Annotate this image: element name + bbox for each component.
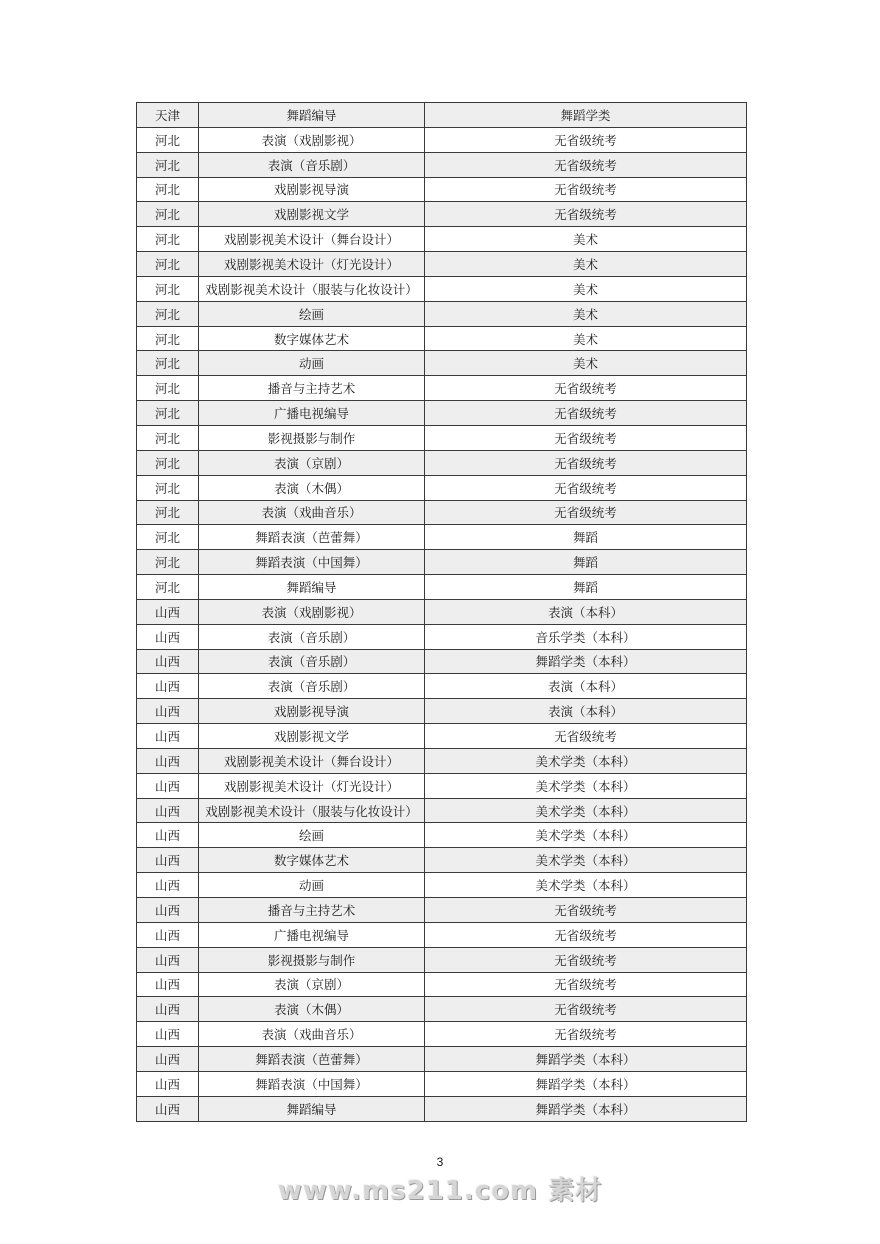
- province-cell: 山西: [137, 972, 199, 997]
- table-row: [137, 823, 747, 848]
- major-cell: 戏剧影视美术设计（服装与化妆设计）: [199, 276, 425, 301]
- exam-category-cell: 美术学类（本科）: [425, 748, 747, 773]
- major-cell: 戏剧影视美术设计（舞台设计）: [199, 227, 425, 252]
- province-cell: 河北: [137, 401, 199, 426]
- major-cell: 表演（戏剧影视）: [199, 599, 425, 624]
- exam-category-cell: 舞蹈学类（本科）: [425, 1071, 747, 1096]
- major-cell: 表演（音乐剧）: [199, 674, 425, 699]
- major-cell: 戏剧影视导演: [199, 177, 425, 202]
- major-cell: 数字媒体艺术: [199, 848, 425, 873]
- exam-category-cell: 表演（本科）: [425, 674, 747, 699]
- table-row: [137, 848, 747, 873]
- exam-category-cell: 无省级统考: [425, 898, 747, 923]
- major-cell: 舞蹈表演（中国舞）: [199, 1071, 425, 1096]
- major-cell: 数字媒体艺术: [199, 326, 425, 351]
- major-cell: 舞蹈编导: [199, 103, 425, 128]
- major-cell: 动画: [199, 873, 425, 898]
- table-row: [137, 376, 747, 401]
- province-cell: 河北: [137, 425, 199, 450]
- major-cell: 广播电视编导: [199, 922, 425, 947]
- table-row: [137, 997, 747, 1022]
- province-cell: 山西: [137, 848, 199, 873]
- major-cell: 表演（戏剧影视）: [199, 127, 425, 152]
- exam-category-cell: 美术: [425, 252, 747, 277]
- province-cell: 河北: [137, 450, 199, 475]
- major-cell: 戏剧影视文学: [199, 724, 425, 749]
- exam-category-cell: 美术: [425, 276, 747, 301]
- exam-category-cell: 无省级统考: [425, 1022, 747, 1047]
- province-cell: 河北: [137, 326, 199, 351]
- province-cell: 山西: [137, 674, 199, 699]
- province-cell: 河北: [137, 550, 199, 575]
- exam-category-cell: 无省级统考: [425, 972, 747, 997]
- table-row: [137, 1047, 747, 1072]
- table-row: [137, 227, 747, 252]
- province-cell: 山西: [137, 599, 199, 624]
- major-cell: 戏剧影视美术设计（灯光设计）: [199, 252, 425, 277]
- major-cell: 表演（木偶）: [199, 997, 425, 1022]
- exam-category-cell: 美术学类（本科）: [425, 873, 747, 898]
- province-cell: 山西: [137, 873, 199, 898]
- province-cell: 山西: [137, 1047, 199, 1072]
- table-row: [137, 624, 747, 649]
- exam-category-cell: 舞蹈: [425, 525, 747, 550]
- exam-category-cell: 无省级统考: [425, 376, 747, 401]
- major-cell: 影视摄影与制作: [199, 425, 425, 450]
- major-cell: 表演（木偶）: [199, 475, 425, 500]
- table-row: [137, 1096, 747, 1121]
- exam-category-cell: 舞蹈学类（本科）: [425, 649, 747, 674]
- table-row: [137, 202, 747, 227]
- province-cell: 山西: [137, 624, 199, 649]
- table-row: [137, 475, 747, 500]
- exam-category-cell: 无省级统考: [425, 202, 747, 227]
- table-row: [137, 873, 747, 898]
- table-row: [137, 351, 747, 376]
- table-row: [137, 103, 747, 128]
- table-row: [137, 127, 747, 152]
- table-row: [137, 972, 747, 997]
- major-cell: 表演（音乐剧）: [199, 649, 425, 674]
- province-cell: 山西: [137, 823, 199, 848]
- exam-category-cell: 舞蹈学类（本科）: [425, 1096, 747, 1121]
- province-cell: 山西: [137, 997, 199, 1022]
- table-row: [137, 724, 747, 749]
- exam-category-cell: 无省级统考: [425, 401, 747, 426]
- exam-category-cell: 舞蹈: [425, 575, 747, 600]
- major-cell: 戏剧影视导演: [199, 699, 425, 724]
- province-cell: 河北: [137, 575, 199, 600]
- province-cell: 天津: [137, 103, 199, 128]
- major-cell: 戏剧影视美术设计（服装与化妆设计）: [199, 798, 425, 823]
- major-cell: 舞蹈编导: [199, 575, 425, 600]
- watermark-logo: www.ms211.com 素材: [277, 1176, 603, 1206]
- major-cell: 戏剧影视美术设计（舞台设计）: [199, 748, 425, 773]
- province-cell: 山西: [137, 1071, 199, 1096]
- exam-category-cell: 舞蹈学类（本科）: [425, 1047, 747, 1072]
- province-cell: 山西: [137, 947, 199, 972]
- table-row: [137, 773, 747, 798]
- exam-category-cell: 无省级统考: [425, 947, 747, 972]
- exam-category-cell: 无省级统考: [425, 724, 747, 749]
- province-cell: 河北: [137, 351, 199, 376]
- major-cell: 播音与主持艺术: [199, 898, 425, 923]
- table-row: [137, 401, 747, 426]
- major-cell: 表演（京剧）: [199, 972, 425, 997]
- major-cell: 表演（戏曲音乐）: [199, 1022, 425, 1047]
- province-cell: 山西: [137, 798, 199, 823]
- exam-category-cell: 无省级统考: [425, 177, 747, 202]
- major-cell: 戏剧影视美术设计（灯光设计）: [199, 773, 425, 798]
- major-cell: 舞蹈表演（芭蕾舞）: [199, 525, 425, 550]
- major-cell: 戏剧影视文学: [199, 202, 425, 227]
- province-cell: 河北: [137, 202, 199, 227]
- exam-category-cell: 美术: [425, 301, 747, 326]
- province-cell: 河北: [137, 525, 199, 550]
- exam-category-cell: 表演（本科）: [425, 699, 747, 724]
- exam-category-cell: 美术: [425, 351, 747, 376]
- province-cell: 山西: [137, 699, 199, 724]
- province-cell: 河北: [137, 127, 199, 152]
- exam-category-cell: 无省级统考: [425, 425, 747, 450]
- major-cell: 表演（音乐剧）: [199, 624, 425, 649]
- table-row: [137, 177, 747, 202]
- major-cell: 表演（京剧）: [199, 450, 425, 475]
- table-row: [137, 947, 747, 972]
- major-cell: 表演（音乐剧）: [199, 152, 425, 177]
- table-row: [137, 922, 747, 947]
- table-row: [137, 276, 747, 301]
- exam-category-cell: 无省级统考: [425, 475, 747, 500]
- province-cell: 山西: [137, 1022, 199, 1047]
- major-cell: 舞蹈编导: [199, 1096, 425, 1121]
- province-cell: 河北: [137, 252, 199, 277]
- table-row: [137, 252, 747, 277]
- province-cell: 山西: [137, 724, 199, 749]
- province-cell: 河北: [137, 376, 199, 401]
- exam-category-cell: 无省级统考: [425, 922, 747, 947]
- province-cell: 山西: [137, 1096, 199, 1121]
- exam-category-cell: 表演（本科）: [425, 599, 747, 624]
- table-row: [137, 674, 747, 699]
- exam-category-cell: 无省级统考: [425, 127, 747, 152]
- province-cell: 山西: [137, 773, 199, 798]
- table-row: [137, 575, 747, 600]
- exam-category-cell: 美术: [425, 326, 747, 351]
- province-cell: 河北: [137, 276, 199, 301]
- exam-category-cell: 美术学类（本科）: [425, 848, 747, 873]
- exam-category-cell: 美术: [425, 227, 747, 252]
- exam-category-cell: 舞蹈: [425, 550, 747, 575]
- table-row: [137, 301, 747, 326]
- major-cell: 舞蹈表演（中国舞）: [199, 550, 425, 575]
- exam-category-cell: 无省级统考: [425, 450, 747, 475]
- table-row: [137, 525, 747, 550]
- major-cell: 绘画: [199, 823, 425, 848]
- major-cell: 影视摄影与制作: [199, 947, 425, 972]
- province-cell: 河北: [137, 152, 199, 177]
- table-row: [137, 550, 747, 575]
- province-cell: 河北: [137, 500, 199, 525]
- major-cell: 表演（戏曲音乐）: [199, 500, 425, 525]
- major-exam-table: [136, 102, 747, 1122]
- table-row: [137, 425, 747, 450]
- exam-category-cell: 无省级统考: [425, 152, 747, 177]
- province-cell: 山西: [137, 748, 199, 773]
- exam-category-cell: 无省级统考: [425, 997, 747, 1022]
- exam-category-cell: 舞蹈学类: [425, 103, 747, 128]
- province-cell: 山西: [137, 898, 199, 923]
- exam-category-cell: 美术学类（本科）: [425, 798, 747, 823]
- major-cell: 播音与主持艺术: [199, 376, 425, 401]
- page-number: 3: [436, 1155, 444, 1169]
- table-row: [137, 500, 747, 525]
- exam-category-cell: 美术学类（本科）: [425, 773, 747, 798]
- province-cell: 河北: [137, 475, 199, 500]
- table-row: [137, 1022, 747, 1047]
- table-row: [137, 450, 747, 475]
- table-row: [137, 1071, 747, 1096]
- table-row: [137, 599, 747, 624]
- table-row: [137, 699, 747, 724]
- exam-category-cell: 无省级统考: [425, 500, 747, 525]
- table-row: [137, 748, 747, 773]
- exam-category-cell: 美术学类（本科）: [425, 823, 747, 848]
- major-cell: 广播电视编导: [199, 401, 425, 426]
- province-cell: 山西: [137, 649, 199, 674]
- major-cell: 舞蹈表演（芭蕾舞）: [199, 1047, 425, 1072]
- major-cell: 动画: [199, 351, 425, 376]
- province-cell: 河北: [137, 177, 199, 202]
- province-cell: 河北: [137, 301, 199, 326]
- table-row: [137, 798, 747, 823]
- exam-category-cell: 音乐学类（本科）: [425, 624, 747, 649]
- province-cell: 河北: [137, 227, 199, 252]
- province-cell: 山西: [137, 922, 199, 947]
- table-row: [137, 326, 747, 351]
- table-row: [137, 649, 747, 674]
- table-row: [137, 152, 747, 177]
- table-row: [137, 898, 747, 923]
- table-body: [137, 103, 747, 1122]
- major-cell: 绘画: [199, 301, 425, 326]
